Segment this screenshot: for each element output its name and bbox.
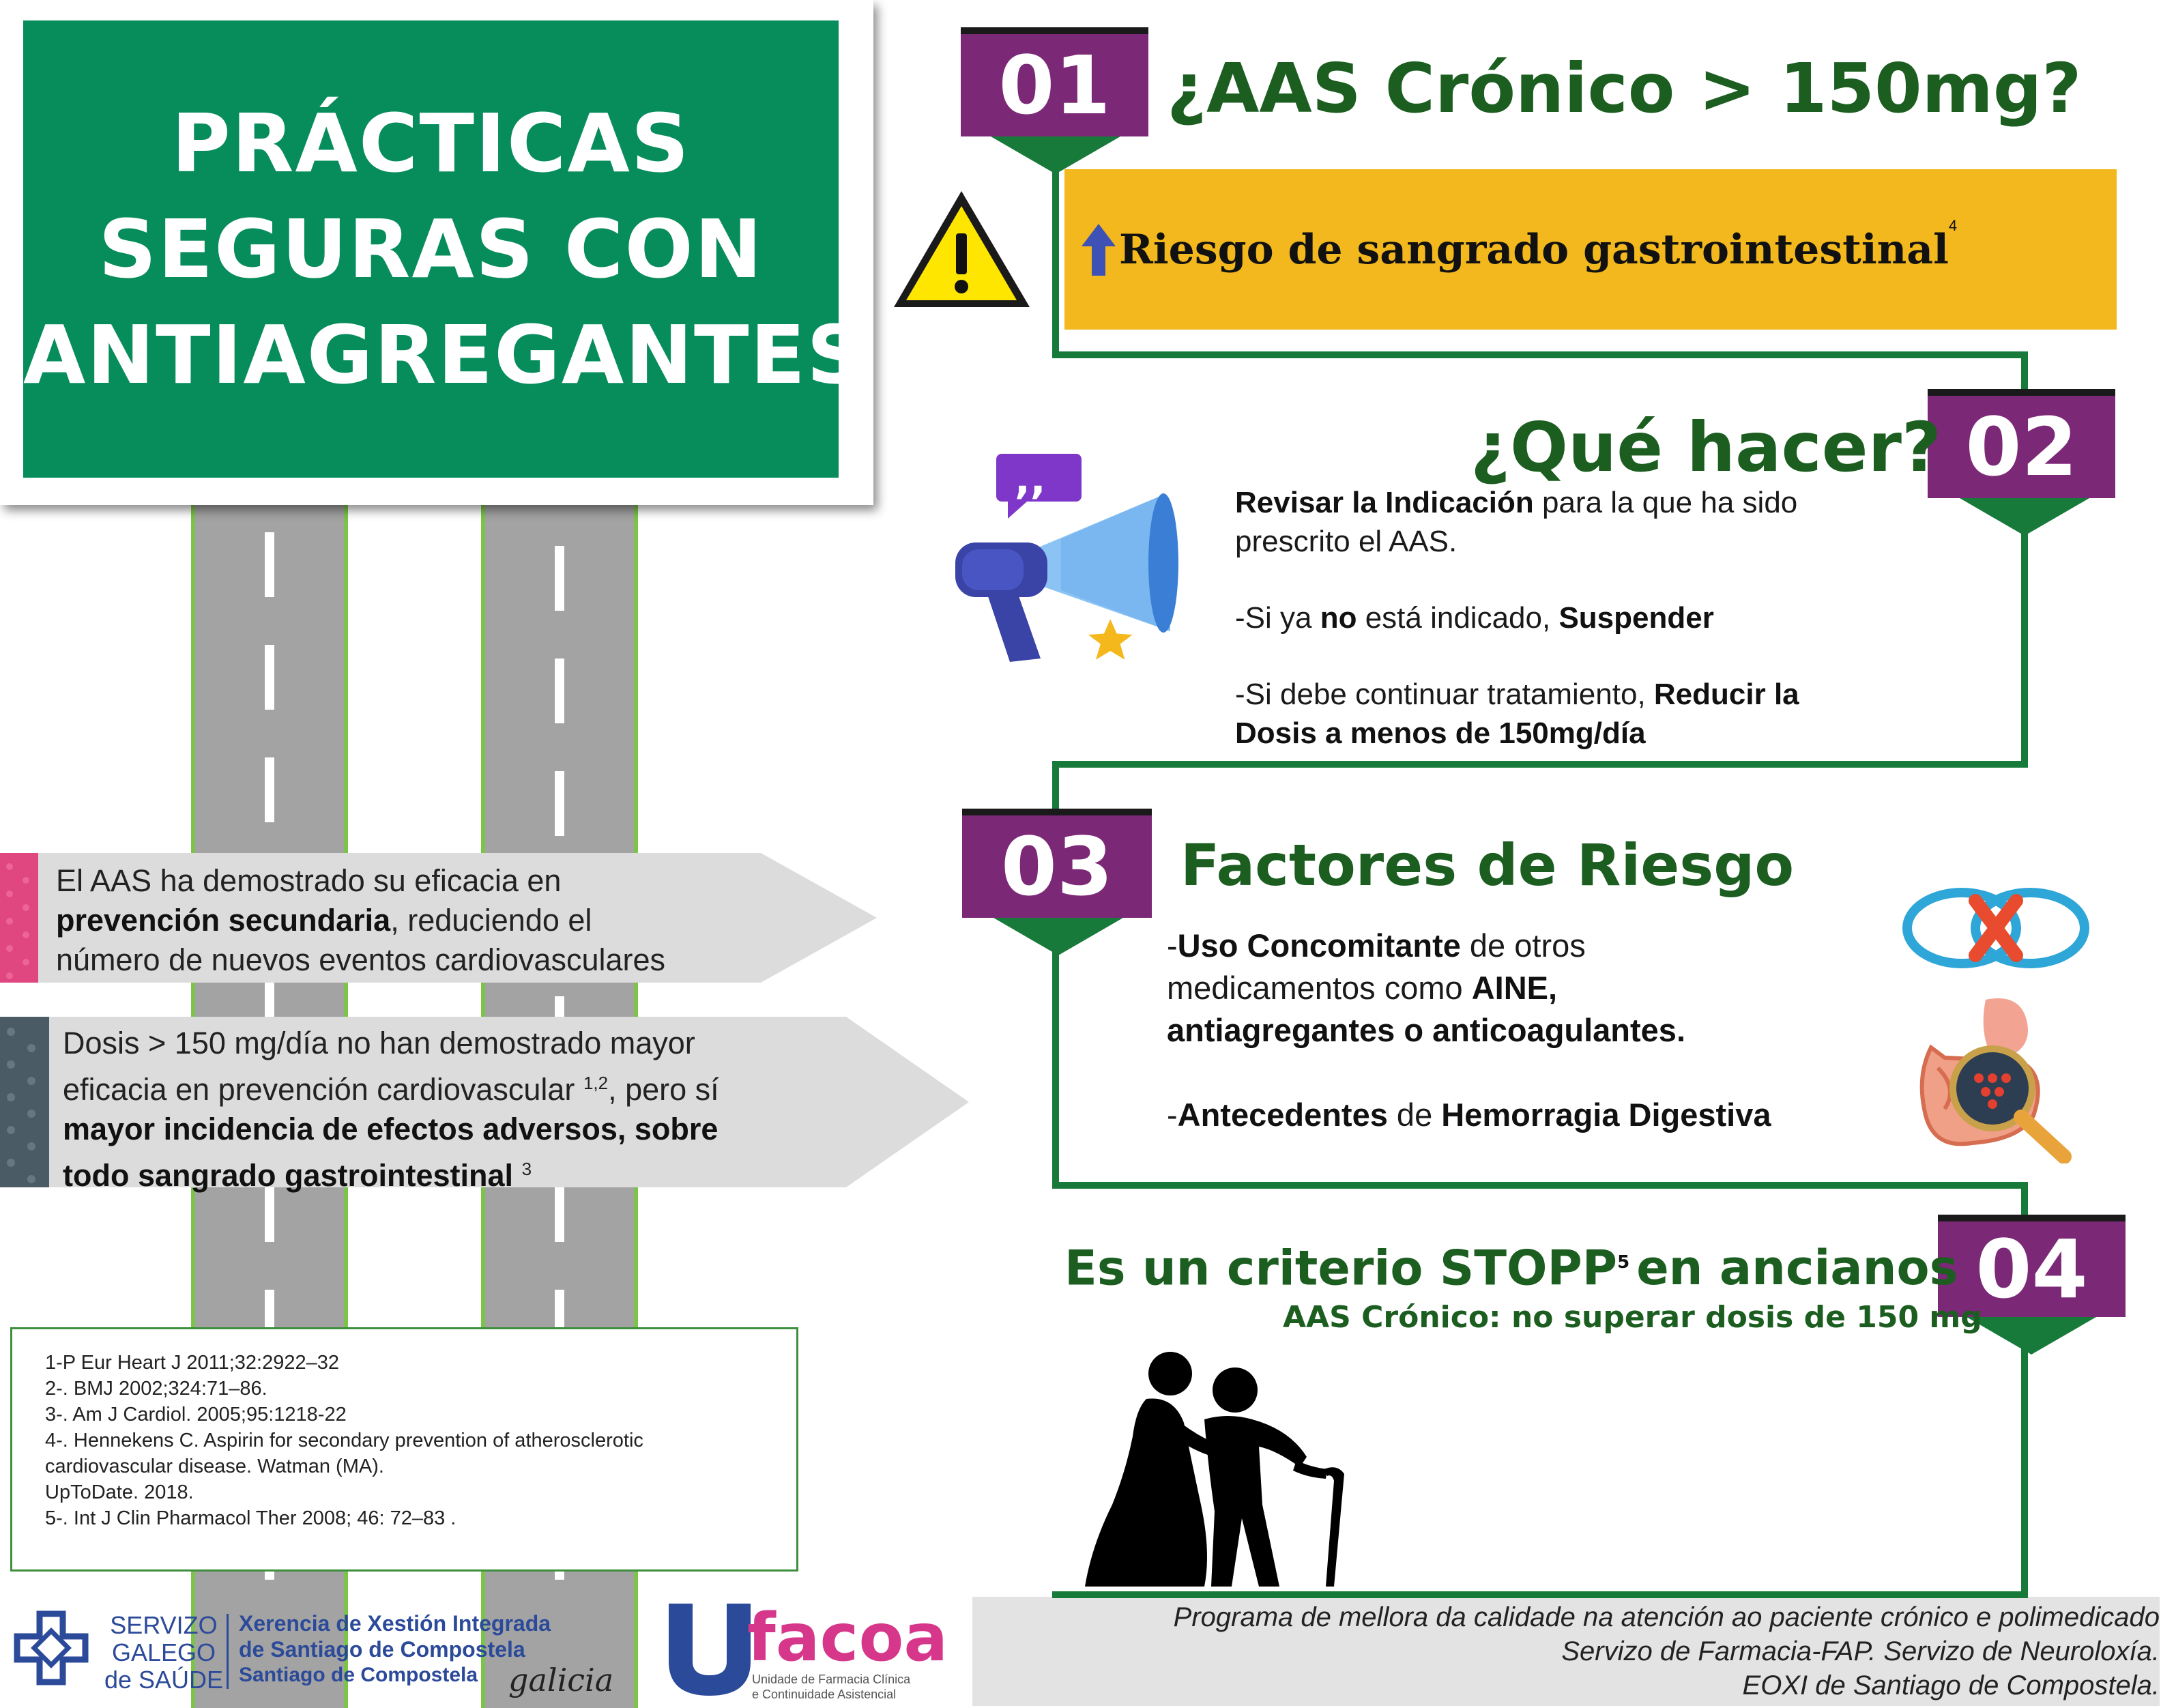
card2-sup-1: 1,2: [583, 1073, 609, 1093]
reference-item: UpToDate. 2018.: [45, 1481, 194, 1503]
step-01-banner-sup: 4: [1948, 217, 1958, 234]
timeline-line: [1052, 1182, 2028, 1189]
title-line-3: ANTIAGREGANTES: [23, 307, 867, 402]
timeline-line: [1052, 761, 2028, 768]
svg-text:,,: ,,: [1015, 456, 1046, 504]
step-04-badge: 04: [1938, 1215, 2126, 1317]
card2-bold-1: mayor incidencia de efectos adversos, sobre: [63, 1112, 719, 1146]
galicia-logo: galicia: [508, 1662, 614, 1698]
card1-text-b: , reduciendo el: [390, 903, 592, 938]
step-02-l3-d: Suspender: [1558, 601, 1714, 635]
title-board: [0, 0, 873, 505]
reference-item: cardiovascular disease. Watman (MA).: [45, 1456, 384, 1477]
step-03-body: [1167, 925, 1863, 1136]
xerencia-text-3: Santiago de Compostela: [239, 1664, 478, 1686]
ufacoa-logo: [662, 1597, 948, 1699]
card1-text-a: El AAS ha demostrado su eficacia en: [56, 863, 562, 898]
step-02-l2: prescrito el AAS.: [1235, 525, 1457, 558]
timeline-line: [1052, 164, 1059, 358]
step-02-l1-bold: Revisar la Indicación: [1235, 486, 1534, 519]
step-01-badge: 01: [961, 27, 1148, 136]
sergas-text-2: GALEGO: [111, 1638, 216, 1666]
warning-icon: [888, 186, 1035, 312]
reference-item: 3-. Am J Cardiol. 2005;95:1218-22: [45, 1404, 347, 1425]
step-01-notch: [991, 136, 1120, 174]
xerencia-text-2: de Santiago de Compostela: [239, 1637, 525, 1662]
step-03-l3: antiagregantes o anticoagulantes.: [1167, 1012, 1686, 1048]
step-03-l1-b: Uso Concomitante: [1177, 927, 1461, 964]
sergas-text-1: SERVIZO: [110, 1611, 218, 1639]
arrow-up-icon: [1078, 222, 1119, 277]
step-02-l4-a: -Si debe continuar tratamiento,: [1235, 678, 1654, 711]
card2-line-2b: , pero sí: [608, 1072, 719, 1107]
ufacoa-text: facoa: [747, 1600, 948, 1676]
step-02-l1-rest: para la que ha sido: [1533, 486, 1798, 519]
step-03-l1-c: de otros: [1460, 927, 1586, 964]
reference-item: 5-. Int J Clin Pharmacol Ther 2008; 46: 72–83 .: [45, 1507, 456, 1529]
step-03-l1-a: -: [1167, 927, 1178, 964]
step-04-heading-sup: 5: [1617, 1252, 1630, 1273]
step-02-badge: 02: [1928, 389, 2115, 498]
step-03-l4-d: Hemorragia Digestiva: [1441, 1097, 1771, 1133]
step-03-l4-a: -: [1167, 1097, 1178, 1133]
reference-item: 1-P Eur Heart J 2011;32:2922–32: [45, 1352, 340, 1374]
step-02-body: [1235, 483, 1931, 753]
logo-divider: [227, 1614, 229, 1689]
card2-line-1: Dosis > 150 mg/día no han demostrado mayor: [63, 1026, 695, 1060]
arrow-card-2-text: [63, 1024, 882, 1196]
step-04-subheading: AAS Crónico: no superar dosis de 150 mg: [1283, 1300, 1982, 1335]
footer-line-2: Servizo de Farmacia-FAP. Servizo de Neuroloxía.: [1561, 1636, 2160, 1666]
card1-text-c: número de nuevos eventos cardiovasculares: [56, 942, 666, 977]
sergas-logo: [14, 1610, 224, 1694]
step-04-heading: [1064, 1232, 1958, 1299]
footer-text: [972, 1600, 2160, 1703]
footer-line-3: EOXI de Santiago de Compostela.: [1742, 1670, 2160, 1700]
step-03-notch: [994, 918, 1123, 955]
step-03-heading: Factores de Riesgo: [1180, 832, 1795, 899]
step-03-l4-c: de: [1387, 1097, 1442, 1133]
digestive-magnifier-icon: [1904, 993, 2088, 1163]
card2-sup-2: 3: [521, 1159, 532, 1179]
card1-text-bold: prevención secundaria: [56, 903, 391, 938]
drug-interaction-icon: [1897, 880, 2095, 976]
ufacoa-sub-1: Unidade de Farmacia Clínica: [752, 1673, 911, 1686]
title-line-2: SEGURAS CON: [98, 201, 764, 296]
card2-bold-2: todo sangrado gastrointestinal: [63, 1158, 514, 1193]
ufacoa-sub-2: e Continuidade Asistencial: [752, 1688, 897, 1701]
timeline-line: [1052, 351, 2028, 358]
card2-line-2: eficacia en prevención cardiovascular: [63, 1072, 575, 1107]
references-box: [10, 1327, 798, 1572]
step-03-badge: 03: [962, 809, 1152, 918]
reference-item: 2-. BMJ 2002;324:71–86.: [45, 1378, 267, 1400]
footer-line-1: Programa de mellora da calidade na atención ao paciente crónico e polimedicado: [1173, 1602, 2160, 1632]
page-title: [23, 91, 867, 408]
sergas-text-3: de SAÚDE: [104, 1666, 224, 1694]
step-02-heading: ¿Qué hacer?: [1470, 407, 1941, 487]
step-03-l2-b: AINE,: [1471, 970, 1558, 1006]
step-02-l5: Dosis a menos de 150mg/día: [1235, 717, 1646, 750]
step-01-heading: ¿AAS Crónico > 150mg?: [1167, 48, 2082, 128]
xerencia-logo: [239, 1610, 551, 1688]
step-03-l2-a: medicamentos como: [1167, 970, 1472, 1006]
step-02-l3-b: no: [1320, 601, 1357, 635]
elderly-couple-icon: [1064, 1348, 1385, 1593]
title-panel: [23, 20, 867, 478]
step-04-notch: [1967, 1317, 2096, 1355]
megaphone-icon: [945, 454, 1204, 679]
step-03-l4-b: Antecedentes: [1177, 1097, 1388, 1133]
step-02-l3-a: -Si ya: [1235, 601, 1320, 635]
step-04-heading-a: Es un criterio STOPP: [1064, 1240, 1618, 1297]
ufacoa-u-icon: [662, 1597, 757, 1699]
xerencia-text-1: Xerencia de Xestión Integrada: [239, 1611, 551, 1636]
title-line-1: PRÁCTICAS: [171, 96, 691, 190]
step-01-banner: [1064, 169, 2117, 330]
sergas-cross-icon: [14, 1610, 89, 1685]
reference-item: 4-. Hennekens C. Aspirin for secondary prevention of atherosclerotic: [45, 1430, 643, 1451]
step-02-notch: [1960, 498, 2089, 536]
step-02-l4-b: Reducir la: [1653, 678, 1799, 711]
step-04-heading-b: en ancianos: [1636, 1240, 1958, 1297]
step-01-banner-text: Riesgo de sangrado gastrointestinal: [1119, 225, 1949, 274]
arrow-card-1-text: [56, 861, 772, 980]
step-02-l3-c: está indicado,: [1357, 601, 1559, 635]
